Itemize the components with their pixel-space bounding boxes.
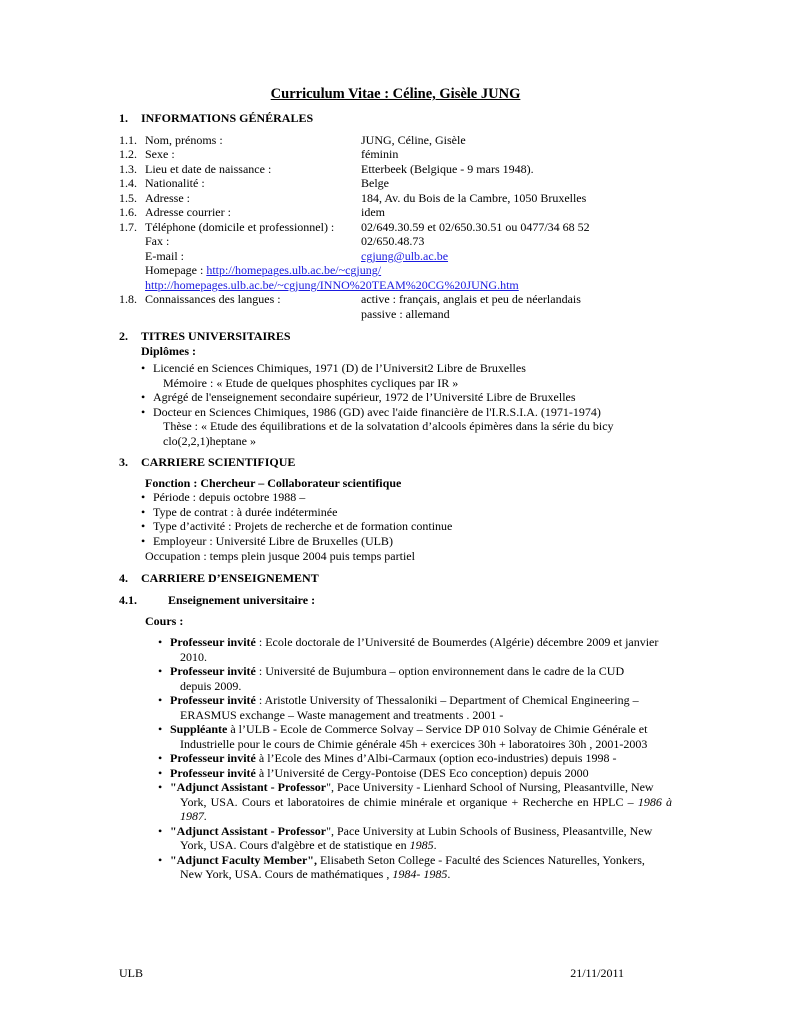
info-row: 1.2. Sexe : féminin bbox=[119, 147, 399, 161]
languages-row: 1.8. Connaissances des langues : active : français, anglais et peu de néerlandais bbox=[119, 292, 581, 306]
list-item: • Type d’activité : Projets de recherche et de formation continue bbox=[141, 519, 661, 534]
list-item: • Employeur : Université Libre de Bruxelles (ULB) bbox=[141, 534, 661, 549]
list-item: • Professeur invité à l’Université de Cergy-Pontoise (DES Eco conception) depuis 2000 bbox=[158, 766, 672, 781]
list-item: • Docteur en Sciences Chimiques, 1986 (GD) avec l'aide financière de l'I.R.S.I.A. (1971-1974) Thèse : « Etude des équilibrations et de la solvatation d’alcools épimères dans la série du bicy bbox=[141, 405, 661, 434]
info-row: 1.6. Adresse courrier : idem bbox=[119, 205, 385, 219]
career-list bbox=[141, 490, 661, 548]
footer-left: ULB bbox=[119, 966, 143, 980]
list-item: • Professeur invité : Aristotle University of Thessaloniki – Department of Chemical Engineering – ERASMUS exchange – Waste management and treatments . 2001 - bbox=[158, 693, 672, 722]
subsection-4-1-heading: 4.1. Enseignement universitaire : bbox=[119, 593, 316, 607]
email-link[interactable]: cgjung@ulb.ac.be bbox=[361, 249, 449, 263]
list-item: • Période : depuis octobre 1988 – bbox=[141, 490, 661, 505]
languages-passive-row: passive : allemand bbox=[361, 307, 450, 321]
fax-row: Fax : 02/650.48.73 bbox=[145, 234, 425, 248]
list-item: • "Adjunct Faculty Member", Elisabeth Seton College - Faculté des Sciences Naturelles, Yonkers, New York, USA. Cours de mathématiques , 1984- 1985. bbox=[158, 853, 672, 882]
occupation-line: Occupation : temps plein jusque 2004 puis temps partiel bbox=[145, 549, 415, 563]
fonction-line: Fonction : Chercheur – Collaborateur scientifique bbox=[145, 476, 402, 490]
info-row: 1.3. Lieu et date de naissance : Etterbeek (Belgique - 9 mars 1948). bbox=[119, 162, 534, 176]
homepage-line: Homepage : http://homepages.ulb.ac.be/~cgjung/ bbox=[145, 263, 382, 277]
info-row: 1.1. Nom, prénoms : JUNG, Céline, Gisèle bbox=[119, 133, 466, 147]
info-row: 1.7. Téléphone (domicile et professionnel) : 02/649.30.59 et 02/650.30.51 ou 0477/34 68 52 bbox=[119, 220, 590, 234]
section-4-heading: 4. CARRIERE D’ENSEIGNEMENT bbox=[119, 571, 319, 585]
courses-subheading: Cours : bbox=[145, 614, 184, 628]
section-2-heading: 2. TITRES UNIVERSITAIRES bbox=[119, 329, 291, 343]
teaching-list bbox=[158, 635, 672, 882]
homepage-team-link[interactable]: http://homepages.ulb.ac.be/~cgjung/INNO%20TEAM%20CG%20JUNG.htm bbox=[145, 278, 519, 292]
info-row: 1.4. Nationalité : Belge bbox=[119, 176, 389, 190]
list-item: • Agrégé de l'enseignement secondaire supérieur, 1972 de l’Université Libre de Bruxelles bbox=[141, 390, 661, 405]
list-item: • Type de contrat : à durée indéterminée bbox=[141, 505, 661, 520]
list-item: • Professeur invité : Université de Bujumbura – option environnement dans le cadre de la CUD depuis 2009. bbox=[158, 664, 672, 693]
homepage-link[interactable]: http://homepages.ulb.ac.be/~cgjung/ bbox=[206, 263, 382, 277]
page-title: Curriculum Vitae : Céline, Gisèle JUNG bbox=[270, 86, 521, 102]
list-item: • "Adjunct Assistant - Professor", Pace University at Lubin Schools of Business, Pleasantville, New York, USA. Cours d'algèbre et de statistique en 1985. bbox=[158, 824, 672, 853]
section-3-heading: 3. CARRIERE SCIENTIFIQUE bbox=[119, 455, 296, 469]
email-row: E-mail : cgjung@ulb.ac.be bbox=[145, 249, 449, 263]
thesis-continuation: clo(2,2,1)heptane » bbox=[163, 434, 256, 448]
diplomas-subheading: Diplômes : bbox=[141, 344, 196, 358]
diplomas-list bbox=[141, 361, 661, 434]
homepage-line-2 bbox=[145, 278, 519, 293]
section-1-heading: 1. INFORMATIONS GÉNÉRALES bbox=[119, 111, 314, 125]
info-row: 1.5. Adresse : 184, Av. du Bois de la Cambre, 1050 Bruxelles bbox=[119, 191, 587, 205]
list-item: • Suppléante à l’ULB - Ecole de Commerce Solvay – Service DP 010 Solvay de Chimie Générale et Industrielle pour le cours de Chimie générale 45h + exercices 30h + laboratoires 30h , 2001-2003 bbox=[158, 722, 672, 751]
list-item: • Licencié en Sciences Chimiques, 1971 (D) de l’Universit2 Libre de Bruxelles Mémoire : « Etude de quelques phosphites cycliques par IR » bbox=[141, 361, 661, 390]
list-item: • Professeur invité à l’Ecole des Mines d’Albi-Carmaux (option eco-industries) depuis 1998 - bbox=[158, 751, 672, 766]
footer-date: 21/11/2011 bbox=[570, 966, 624, 980]
list-item: • "Adjunct Assistant - Professor", Pace University - Lienhard School of Nursing, Pleasantville, New York, USA. Cours et laboratoires de chimie minérale et organique + Recherche en HPLC – 1986 à 1987. bbox=[158, 780, 672, 824]
list-item: • Professeur invité : Ecole doctorale de l’Université de Boumerdes (Algérie) décembre 2009 et janvier 2010. bbox=[158, 635, 672, 664]
